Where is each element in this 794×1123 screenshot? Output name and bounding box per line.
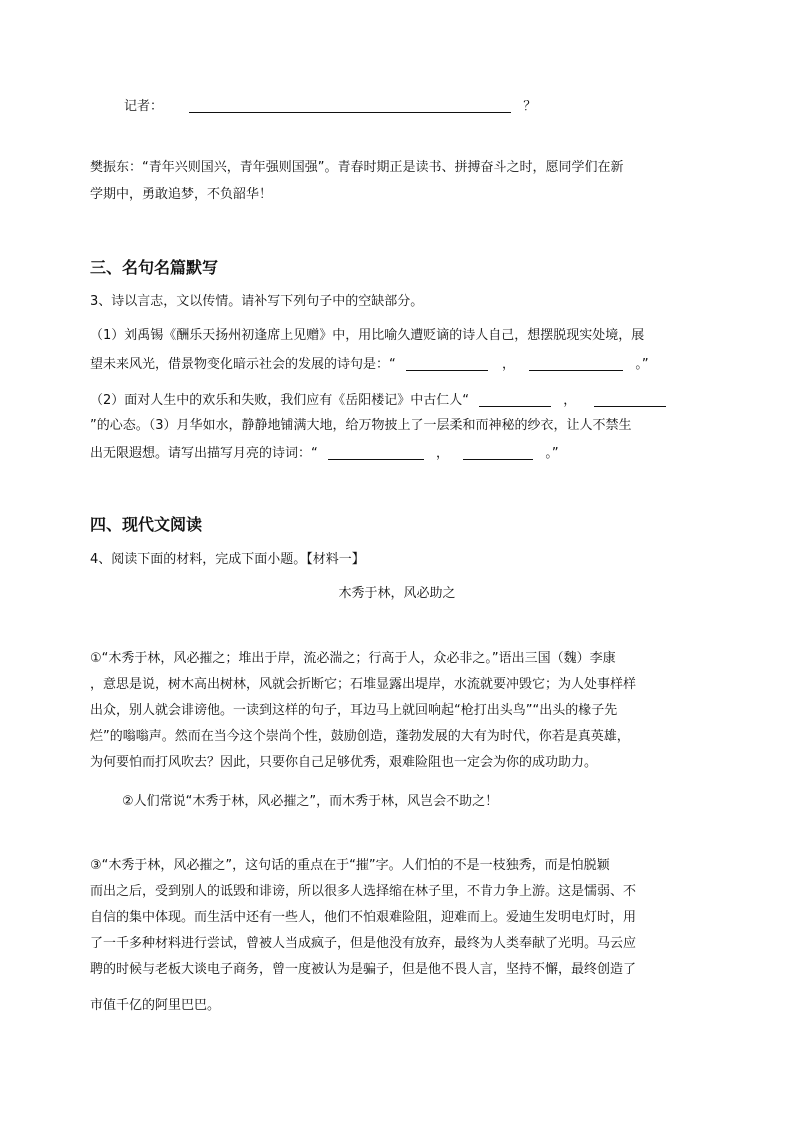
reporter-label: 记者：	[124, 99, 164, 114]
reporter-line	[124, 97, 744, 117]
para3-line6: 市值千亿的阿里巴巴。	[90, 998, 221, 1013]
para3-line2: 而出之后，受到别人的诋毁和诽谤，所以很多人选择缩在林子里，不肯力争上游。这是懦弱、不	[90, 884, 637, 899]
reporter-question-mark: ？	[523, 99, 537, 114]
material-title: 木秀于林，风必助之	[338, 586, 456, 601]
para2: ②人们常说“木秀于林，风必摧之”，而木秀于林，风岂会不助之！	[122, 794, 499, 809]
q3-item3-blank-2[interactable]	[463, 445, 533, 460]
q3-item2-prompt: （2）面对人生中的欢乐和失败，我们应有《岳阳楼记》中古仁人“	[90, 393, 470, 408]
q3-item2-line1	[90, 391, 710, 411]
q3-item1-end: 。”	[635, 357, 649, 372]
section-3-heading: 三、名句名篇默写	[90, 258, 219, 277]
q3-intro: 3、诗以言志，文以传情。请补写下列句子中的空缺部分。	[90, 294, 424, 309]
fan-quote-line-1: 樊振东：“青年兴则国兴，青年强则国强”。青春时期正是读书、拼搏奋斗之时，愿同学们在新	[90, 160, 624, 175]
para1-line3: 出众，别人就会诽谤他。一读到这样的句子，耳边马上就回响起“枪打出头鸟”“出头的椽子先	[90, 703, 618, 718]
section-4-heading: 四、现代文阅读	[90, 515, 203, 534]
para3-line3: 自信的集中体现。而生活中还有一些人，他们不怕艰难险阻，迎难而上。爱迪生发明电灯时，用	[90, 910, 637, 925]
q3-item3-prompt: 出无限遐想。请写出描写月亮的诗词：“	[90, 446, 318, 461]
q3-item1-prompt: 望未来风光，借景物变化暗示社会的发展的诗句是：“	[90, 357, 396, 372]
answer-blank[interactable]	[189, 98, 511, 113]
para3-line1: ③“木秀于林，风必摧之”，这句话的重点在于“摧”字。人们怕的不是一枝独秀，而是怕脱颖	[90, 858, 610, 873]
q3-item2-line2: ”的心态。（3）月华如水，静静地铺满大地，给万物披上了一层柔和而神秘的纱衣，让人不禁生	[90, 418, 632, 433]
q3-item3-separator: ，	[436, 446, 450, 461]
q3-item1-line2	[90, 355, 710, 375]
q3-item1-line1: （1）刘禹锡《酬乐天扬州初逢席上见赠》中，用比喻久遭贬谪的诗人自己，想摆脱现实处境，展	[90, 328, 645, 343]
q3-item1-blank-1[interactable]	[406, 356, 488, 371]
para1-line4: 烂”的嗡嗡声。然而在当今这个崇尚个性，鼓励创造，蓬勃发展的大有为时代，你若是真英雄，	[90, 729, 630, 744]
q3-item3-line	[90, 444, 710, 464]
para3-line5: 聘的时候与老板大谈电子商务，曾一度被认为是骗子，但是他不畏人言，坚持不懈，最终创造了	[90, 962, 637, 977]
para1-line2: ，意思是说，树木高出树林，风就会折断它；石堆显露出堤岸，水流就要冲毁它；为人处事样样	[90, 677, 637, 692]
q3-item2-blank-1[interactable]	[479, 392, 551, 407]
q4-intro: 4、阅读下面的材料，完成下面小题。【材料一】	[90, 552, 365, 567]
q3-item1-separator: ，	[502, 357, 516, 372]
fan-quote-line-2: 学期中，勇敢追梦，不负韶华！	[90, 187, 273, 202]
q3-item3-blank-1[interactable]	[328, 445, 424, 460]
para1-line5: 为何要怕而打风吹去？因此，只要你自己足够优秀，艰难险阻也一定会为你的成功助力。	[90, 755, 598, 770]
q3-item1-blank-2[interactable]	[529, 356, 623, 371]
q3-item2-blank-2[interactable]	[594, 392, 666, 407]
q3-item2-separator: ，	[563, 393, 577, 408]
q3-item3-end: 。”	[545, 446, 559, 461]
para3-line4: 了一千多种材料进行尝试，曾被人当成疯子，但是他没有放弃，最终为人类奉献了光明。马云应	[90, 936, 637, 951]
para1-line1: ①“木秀于林，风必摧之；堆出于岸，流必湍之；行高于人，众必非之。”语出三国（魏）李康	[90, 651, 616, 666]
